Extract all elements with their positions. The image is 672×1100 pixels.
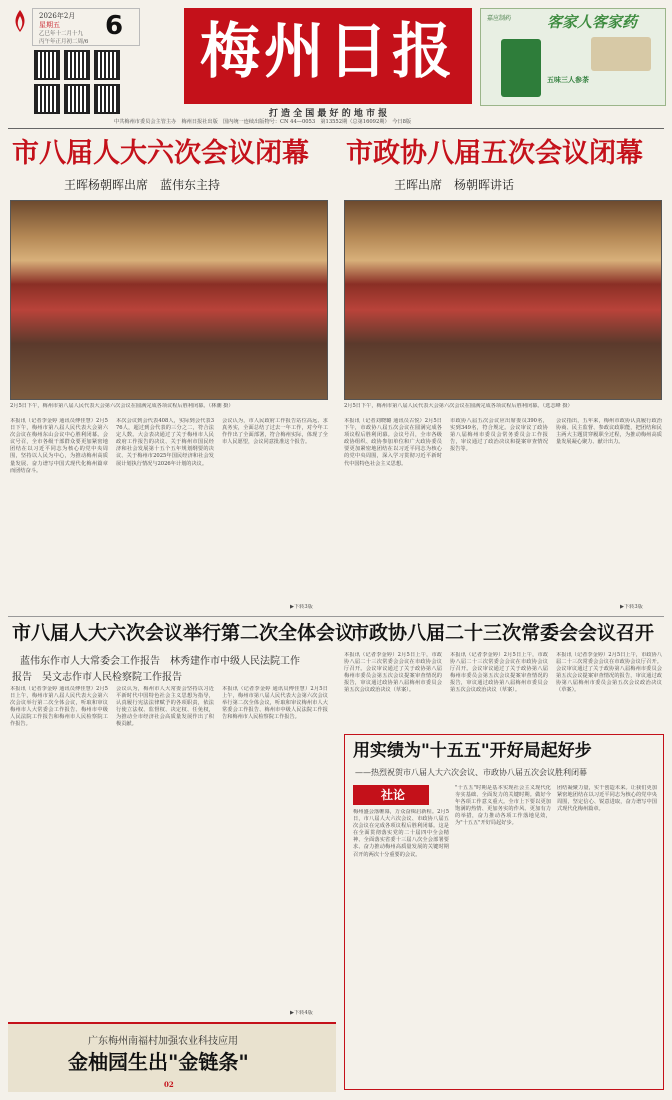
mid-divider — [8, 616, 664, 617]
paper-logo — [10, 8, 30, 34]
footer-kicker: 广东梅州南福村加强农业科技应用 — [88, 1036, 238, 1047]
ad-company: 嘉应制药 — [487, 15, 512, 22]
footer-headline: 金柚园生出"金链条" — [68, 1050, 249, 1074]
right-body-col-3: 会议指出，五年来，梅州市政协认真履行政治协商、民主监督、参政议政职能，把团结和民主两大主题贯穿履职全过程，为推动梅州高质量发展凝心聚力、献计出力。 — [556, 418, 662, 446]
weekday: 星期五 — [39, 21, 60, 29]
qr-code-2 — [64, 50, 90, 80]
page-number: 6 — [105, 11, 124, 41]
editorial-col-2: "十五五"时期是基本实现社会主义现代化夯实基础、全面发力的关键时期。做好今年各项工作意义重大。全市上下要以更加饱满的热情、更加务实的作风、更加有力的举措，奋力推动各项工作落地见效，为"十五五"开好局起好步。 — [455, 785, 551, 827]
header-ad[interactable] — [480, 8, 666, 106]
info-line: 中共梅州市委员会主管主办 梅州日报社出版 国内统一连续出版物号：CN 44—0053 第13552期（总第16092期） 今日8版 — [114, 119, 412, 125]
bottom-left-headline: 市八届人大六次会议举行第二次全体会议 — [12, 622, 355, 644]
lunar-date: 乙巳年十二月十九 — [39, 31, 84, 37]
qr-code-5 — [64, 84, 90, 114]
right-subhead: 王晖出席 杨朝晖讲话 — [394, 178, 515, 192]
flame-logo-icon — [10, 8, 30, 34]
right-body-col-1: 本报讯（记者刘晓璐 通讯员古悦）2月5日下午，市政协八届五次会议在圆满完成各项议程后胜利闭幕。会议号召，全市各级政协组织、政协参加单位和广大政协委员要更加紧密地团结在以习近平同志为核心的党中央周围，深入学习贯彻习近平新时代中国特色社会主义思想。 — [344, 418, 442, 467]
left-headline: 市八届人大六次会议闭幕 — [12, 138, 309, 169]
qr-code-6 — [94, 84, 120, 114]
qr-code-4 — [34, 84, 60, 114]
bottom-left-col-2: 会议认为，梅州市人大常委会坚持以习近平新时代中国特色社会主义思想为指导，认真履行宪法法律赋予的各项职责，依法行使立法权、监督权、决定权、任免权，为推动全市经济社会高质量发展作出了积极贡献。 — [116, 686, 214, 728]
footer-teaser[interactable] — [8, 1022, 336, 1092]
bottom-left-subhead: 蓝伟东作市人大常委会工作报告 林秀建作市中级人民法院工作 — [20, 656, 300, 667]
left-subhead: 王晖杨朝晖出席 蓝伟东主持 — [64, 178, 221, 192]
ad-brand: 客家人客家药 — [547, 13, 638, 31]
ad-product-box — [501, 39, 541, 97]
bottom-left-col-3: 本报讯（记者李金婷 通讯员傅佳慧）2月5日上午，梅州市第八届人民代表大会第六次会议举行第二次全体会议，听取和审议梅州市人大常委会工作报告、梅州市中级人民法院工作报告和梅州市人民检察院工作报告。 — [222, 686, 328, 721]
bottom-left-subhead-2: 报告 吴文志作市人民检察院工作报告 — [12, 672, 182, 683]
editorial-subhead: ——热烈祝贺市八届人大六次会议、市政协八届五次会议胜利闭幕 — [355, 768, 587, 777]
bottom-left-col-1: 本报讯（记者李金婷 通讯员傅佳慧）2月5日上午，梅州市第八届人民代表大会第六次会议举行第二次全体会议，听取和审议梅州市人大常委会工作报告、梅州市中级人民法院工作报告和梅州市人民检察院工作报告。 — [10, 686, 108, 728]
paper-title: 梅州日报 — [200, 17, 456, 87]
editorial-badge — [353, 785, 429, 805]
bottom-left-continuation: ▶下转4版 — [290, 1010, 313, 1016]
ad-product: 五味三人参茶 — [547, 75, 589, 84]
right-headline: 市政协八届五次会议闭幕 — [346, 138, 643, 169]
footer-page-ref: 02 — [164, 1080, 174, 1089]
right-photo — [344, 200, 662, 400]
divider — [8, 128, 664, 129]
ad-product-box-2 — [591, 37, 651, 71]
lunar-date-2: 丙午年正月初二周/6 — [39, 39, 89, 45]
title-banner — [184, 8, 472, 104]
masthead — [4, 4, 668, 128]
qr-code-3 — [94, 50, 120, 80]
right-caption: 2月5日下午，梅州市第八届人民代表大会第六次会议在圆满完成各项议程后胜利闭幕。（选志峰 摄） — [344, 403, 573, 409]
bottom-right-col-3: 本报讯（记者李金婷）2月5日上午，市政协八届二十三次常委会会议在市政协会议厅召开。会议审议通过了关于政协第八届梅州市委员会第五次会议提案审查情况的报告，审议通过政协第八届梅州市委员会第五次会议政治决议（草案）。 — [556, 652, 662, 694]
qr-code-1 — [34, 50, 60, 80]
right-body-col-2: 市政协八届五次会议应出席委员390名，实到349名，符合规定。会议审议了政协第八届梅州市委员会常务委员会工作报告，审议通过了政治决议和提案审查情况报告等。 — [450, 418, 548, 453]
bottom-right-headline: 市政协八届二十三次常委会会议召开 — [350, 622, 655, 644]
left-continuation: ▶下转3版 — [290, 604, 313, 610]
slogan: 打 造 全 国 最 好 的 地 市 报 — [268, 109, 388, 119]
date-box — [32, 8, 140, 46]
editorial-box — [344, 734, 664, 1090]
date-line: 2026年2月 — [39, 12, 76, 20]
left-photo — [10, 200, 328, 400]
left-body-col-2: 本次会议到会代表408人，实际到会代表376人，超过到会代表的三分之二，符合法定人数。大会表决通过了关于梅州市人民政府工作报告的决议、关于梅州市国民经济和社会发展第十五个五年规划纲要的决议、关于梅州市2025年国民经济和社会发展计划执行情况与2026年计划的决议。 — [116, 418, 214, 467]
editorial-badge-label: 社论 — [381, 788, 406, 802]
bottom-right-col-1: 本报讯（记者李金婷）2月5日上午，市政协八届二十三次常委会会议在市政协会议厅召开。会议审议通过了关于政协第八届梅州市委员会第五次会议提案审查情况的报告，审议通过政协第八届梅州市委员会第五次会议政治决议（草案）。 — [344, 652, 442, 694]
left-body-col-1: 本报讯（记者李金婷 通讯员傅佳慧）2月5日下午，梅州市第八届人民代表大会第六次会议在梅州东山会议中心胜利闭幕。会议号召，全市各级干部群众要更加紧密地团结在以习近平同志为核心的党中央周围，坚持以人民为中心，为推动梅州高质量发展、奋力谱写中国式现代化梅州篇章而团结奋斗。 — [10, 418, 108, 474]
left-body-col-3: 会议认为，市人民政府工作报告站位高远、求真务实，全面总结了过去一年工作，对今年工作作出了全面部署，符合梅州实际，体现了全市人民愿望，会议同意批准这个报告。 — [222, 418, 328, 446]
editorial-headline: 用实绩为"十五五"开好局起好步 — [353, 741, 592, 761]
right-continuation: ▶下转3版 — [620, 604, 643, 610]
bottom-right-col-2: 本报讯（记者李金婷）2月5日上午，市政协八届二十三次常委会会议在市政协会议厅召开。会议审议通过了关于政协第八届梅州市委员会第五次会议提案审查情况的报告，审议通过政协第八届梅州市委员会第五次会议政治决议（草案）。 — [450, 652, 548, 694]
left-caption: 2月5日下午，梅州市第八届人民代表大会第六次会议在圆满完成各项议程后胜利闭幕。（林潮 摄） — [10, 403, 234, 409]
editorial-col-1: 梅州盛会落帷幕，万众奋楫启新程。2月5日，市八届人大六次会议、市政协八届五次会议在完成各项议程后胜利闭幕。这是在全面贯彻落实党的二十届四中全会精神、全面落实省委十三届八次全会部署要求、奋力推动梅州高质量发展的关键时期召开的两次十分重要的会议。 — [353, 809, 449, 858]
editorial-col-3: 团结凝聚力量，实干创造未来。让我们更加紧密地团结在以习近平同志为核心的党中央周围，坚定信心、锐意进取，奋力谱写中国式现代化梅州篇章。 — [557, 785, 657, 813]
